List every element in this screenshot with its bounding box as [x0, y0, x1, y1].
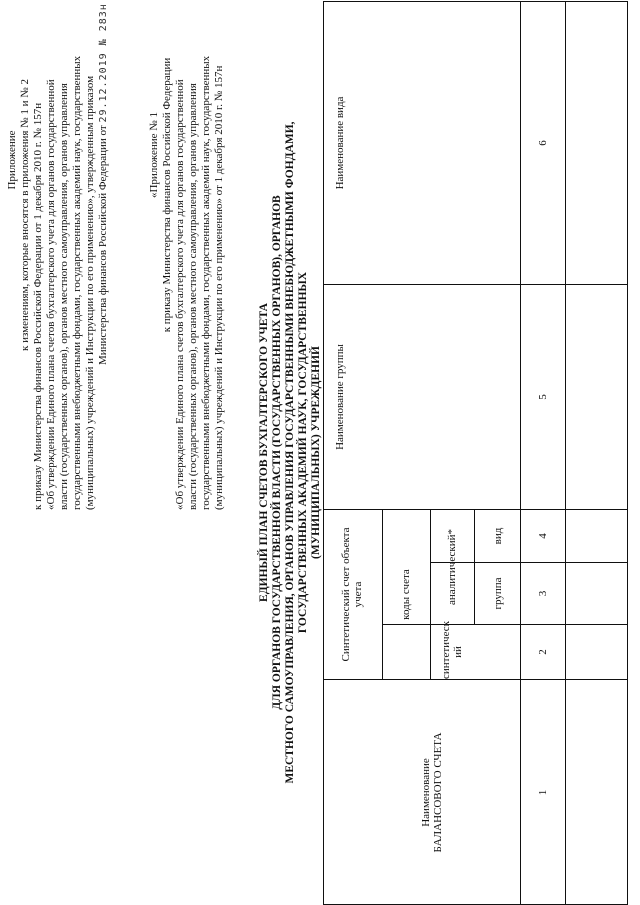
analytic-code-header: аналитический*	[446, 529, 458, 606]
header-text: синтетическ	[440, 621, 452, 679]
header-text: учета	[352, 581, 364, 608]
appendix1-line: (муниципальных) учреждений и Инструкции по его применению» от 1 декабря 2010 г. № 157н	[213, 65, 225, 510]
appendix-line: к изменениям, которые вносятся в приложения № 1 и № 2	[19, 78, 31, 352]
column-number: 1	[537, 789, 549, 796]
header-text: Синтетический счет объекта	[340, 527, 352, 662]
type-name-header: Наименование вида	[334, 96, 346, 190]
document-title-line: ЕДИНЫЙ ПЛАН СЧЕТОВ БУХГАЛТЕРСКОГО УЧЕТА	[258, 303, 270, 602]
appendix-last-line-prefix: Министерства финансов Российской Федерации от	[97, 125, 109, 365]
group-name-header: Наименование группы	[334, 344, 346, 450]
column-number: 2	[537, 649, 549, 655]
appendix-line: власти (государственных органов), органов местного самоуправления, органов управления	[58, 83, 70, 510]
appendix-line: к приказу Министерства финансов Российской Федерации от 1 декабря 2010 г. № 157н	[32, 102, 44, 510]
handwritten-date: 29.12.2019 № 283н	[98, 3, 109, 123]
header-text: Наименование	[420, 758, 432, 827]
document-title-line: ГОСУДАРСТВЕННЫХ АКАДЕМИЙ НАУК, ГОСУДАРСТВЕННЫХ	[297, 271, 309, 634]
group-code-header: группа	[492, 577, 504, 610]
appendix1-line: власти (государственных органов), органов местного самоуправления, органов управления	[187, 83, 199, 510]
document-title-line: (МУНИЦИПАЛЬНЫХ) УЧРЕЖДЕНИЙ	[310, 346, 322, 559]
appendix1-line: «Об утверждении Единого плана счетов бухгалтерского учета для органов государственной	[174, 79, 186, 510]
appendix-line: (муниципальных) учреждений и Инструкции по его применению», утвержденным приказом	[84, 75, 96, 510]
synthetic-code-header	[440, 621, 464, 679]
column-number: 3	[537, 590, 549, 597]
document-title-line: ДЛЯ ОРГАНОВ ГОСУДАРСТВЕННОЙ ВЛАСТИ (ГОСУДАРСТВЕННЫХ ОРГАНОВ), ОРГАНОВ	[271, 195, 283, 710]
balance-account-name-header	[420, 680, 444, 905]
appendix1-line: к приказу Министерства финансов Российской Федерации	[161, 57, 173, 333]
account-codes-header: коды счета	[400, 569, 412, 620]
appendix-title: Приложение	[6, 130, 18, 190]
appendix-line: «Об утверждении Единого плана счетов бухгалтерского учета для органов государственной	[45, 79, 57, 510]
header-text: БАЛАНСОВОГО СЧЕТА	[432, 732, 444, 853]
type-code-header: вид	[492, 527, 504, 545]
appendix-line: государственными внебюджетными фондами, государственных академий наук, государственных	[71, 55, 83, 510]
column-number: 5	[537, 394, 549, 400]
appendix1-title: «Приложение № 1	[148, 111, 160, 199]
header-text: ий	[452, 646, 464, 658]
appendix1-line: государственными внебюджетными фондами, государственных академий наук, государственных	[200, 55, 212, 510]
column-number: 6	[537, 140, 549, 146]
document-title-line: МЕСТНОГО САМОУПРАВЛЕНИЯ, ОРГАНОВ УПРАВЛЕНИЯ ГОСУДАРСТВЕННЫМИ ВНЕБЮДЖЕТНЫМИ ФОНДАМИ,	[284, 121, 296, 784]
column-number: 4	[537, 533, 549, 539]
synthetic-account-header	[340, 510, 364, 679]
